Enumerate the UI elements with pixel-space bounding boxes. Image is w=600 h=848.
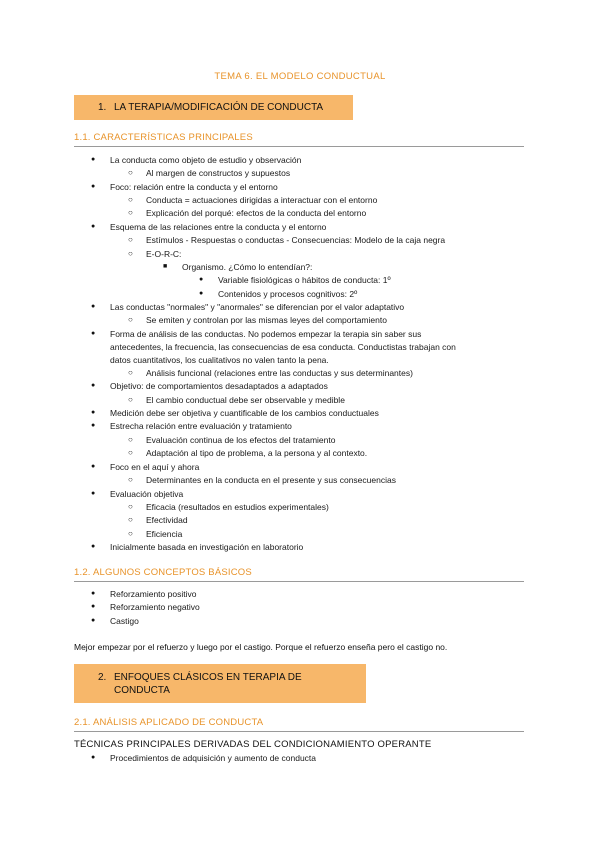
bullet-dot: ● xyxy=(199,290,204,297)
section-2-number: 2. xyxy=(98,672,107,683)
list-item: Organismo. ¿Cómo lo entendían?: xyxy=(182,262,313,272)
bullet-circle: ○ xyxy=(128,475,133,484)
bullet-circle: ○ xyxy=(128,315,133,324)
section-1-number: 1. xyxy=(98,102,107,113)
list-item: Evaluación continua de los efectos del tratamiento xyxy=(146,435,336,445)
list-item: Foco: relación entre la conducta y el entorno xyxy=(110,182,278,192)
bullet-dot: ● xyxy=(91,490,96,497)
list-item: Contenidos y procesos cognitivos: 2º xyxy=(218,289,358,299)
bullet-dot: ● xyxy=(91,617,96,624)
bullet-dot: ● xyxy=(91,463,96,470)
list-item: Inicialmente basada en investigación en laboratorio xyxy=(110,542,304,552)
section-2-title-line-2: CONDUCTA xyxy=(114,685,170,696)
bullet-dot: ● xyxy=(91,754,96,761)
list-item: Medición debe ser objetiva y cuantificable de los cambios conductuales xyxy=(110,408,379,418)
list-item: Al margen de constructos y supuestos xyxy=(146,168,291,178)
list-item: Reforzamiento negativo xyxy=(110,602,200,612)
list-item: La conducta como objeto de estudio y observación xyxy=(110,155,302,165)
bullet-dot: ● xyxy=(91,156,96,163)
subsection-1-2-heading: 1.2. ALGUNOS CONCEPTOS BÁSICOS xyxy=(74,567,524,582)
bullet-circle: ○ xyxy=(128,502,133,511)
list-item: Variable fisiológicas o hábitos de conducta: 1º xyxy=(218,275,391,285)
list-item: Las conductas "normales" y "anormales" se diferencian por el valor adaptativo xyxy=(110,302,405,312)
subsection-2-1-heading: 2.1. ANÁLISIS APLICADO DE CONDUCTA xyxy=(74,717,524,732)
list-item: E-O-R-C: xyxy=(146,249,182,259)
bullet-dot: ● xyxy=(91,409,96,416)
list-item: Reforzamiento positivo xyxy=(110,589,197,599)
list-item: El cambio conductual debe ser observable y medible xyxy=(146,395,345,405)
list-item: Evaluación objetiva xyxy=(110,489,184,499)
bullet-dot: ● xyxy=(91,183,96,190)
list-item: Estímulos - Respuestas o conductas - Consecuencias: Modelo de la caja negra xyxy=(146,235,446,245)
list-item: Determinantes en la conducta en el presente y sus consecuencias xyxy=(146,475,396,485)
list-item: Estrecha relación entre evaluación y tratamiento xyxy=(110,421,292,431)
bullet-circle: ○ xyxy=(128,195,133,204)
bullet-dot: ● xyxy=(91,223,96,230)
bullet-circle: ○ xyxy=(128,435,133,444)
list-item: Eficacia (resultados en estudios experimentales) xyxy=(146,502,329,512)
bullet-circle: ○ xyxy=(128,529,133,538)
bullet-circle: ○ xyxy=(128,395,133,404)
list-item: Objetivo: de comportamientos desadaptados a adaptados xyxy=(110,381,328,391)
bullet-circle: ○ xyxy=(128,208,133,217)
bullet-circle: ○ xyxy=(128,249,133,258)
list-item: Eficiencia xyxy=(146,529,183,539)
bullet-dot: ● xyxy=(91,382,96,389)
list-item: Análisis funcional (relaciones entre las conductas y sus determinantes) xyxy=(146,368,413,378)
list-item: Conducta = actuaciones dirigidas a interactuar con el entorno xyxy=(146,195,378,205)
list-item: Se emiten y controlan por las mismas leyes del comportamiento xyxy=(146,315,387,325)
bullet-dot: ● xyxy=(91,330,96,337)
bullet-dot: ● xyxy=(91,303,96,310)
bullet-circle: ○ xyxy=(128,448,133,457)
bullet-circle: ○ xyxy=(128,235,133,244)
list-item: Foco en el aquí y ahora xyxy=(110,462,200,472)
bullet-circle: ○ xyxy=(128,515,133,524)
section-2-title-line-1: ENFOQUES CLÁSICOS EN TERAPIA DE xyxy=(114,672,302,683)
list-item: Adaptación al tipo de problema, a la persona y al contexto. xyxy=(146,448,368,458)
list-item-continuation: datos cuantitativos, los cualitativos no valen tanto la pena. xyxy=(110,355,329,365)
body-paragraph: Mejor empezar por el refuerzo y luego por el castigo. Porque el refuerzo enseña pero el castigo no. xyxy=(74,642,448,652)
bullet-dot: ● xyxy=(199,276,204,283)
techniques-heading: TÉCNICAS PRINCIPALES DERIVADAS DEL CONDICIONAMIENTO OPERANTE xyxy=(74,739,432,750)
bullet-dot: ● xyxy=(91,590,96,597)
bullet-circle: ○ xyxy=(128,168,133,177)
bullet-dot: ● xyxy=(91,422,96,429)
list-item: Esquema de las relaciones entre la conducta y el entorno xyxy=(110,222,327,232)
section-1-heading xyxy=(74,95,353,120)
list-item: Forma de análisis de las conductas. No podemos empezar la terapia sin saber sus xyxy=(110,329,422,339)
list-item: Castigo xyxy=(110,616,139,626)
list-item: Procedimientos de adquisición y aumento de conducta xyxy=(110,753,317,763)
bullet-square: ■ xyxy=(163,263,168,270)
section-2-heading xyxy=(74,664,366,703)
bullet-dot: ● xyxy=(91,543,96,550)
list-item-continuation: antecedentes, la frecuencia, las consecuencias de esa conducta. Conductistas trabajan con xyxy=(110,342,456,352)
section-1-title: LA TERAPIA/MODIFICACIÓN DE CONDUCTA xyxy=(114,102,324,113)
bullet-circle: ○ xyxy=(128,368,133,377)
list-item: Efectividad xyxy=(146,515,188,525)
subsection-1-1-heading: 1.1. CARACTERÍSTICAS PRINCIPALES xyxy=(74,132,524,147)
list-item: Explicación del porqué: efectos de la conducta del entorno xyxy=(146,208,367,218)
bullet-dot: ● xyxy=(91,603,96,610)
document-title: TEMA 6. EL MODELO CONDUCTUAL xyxy=(214,71,386,82)
